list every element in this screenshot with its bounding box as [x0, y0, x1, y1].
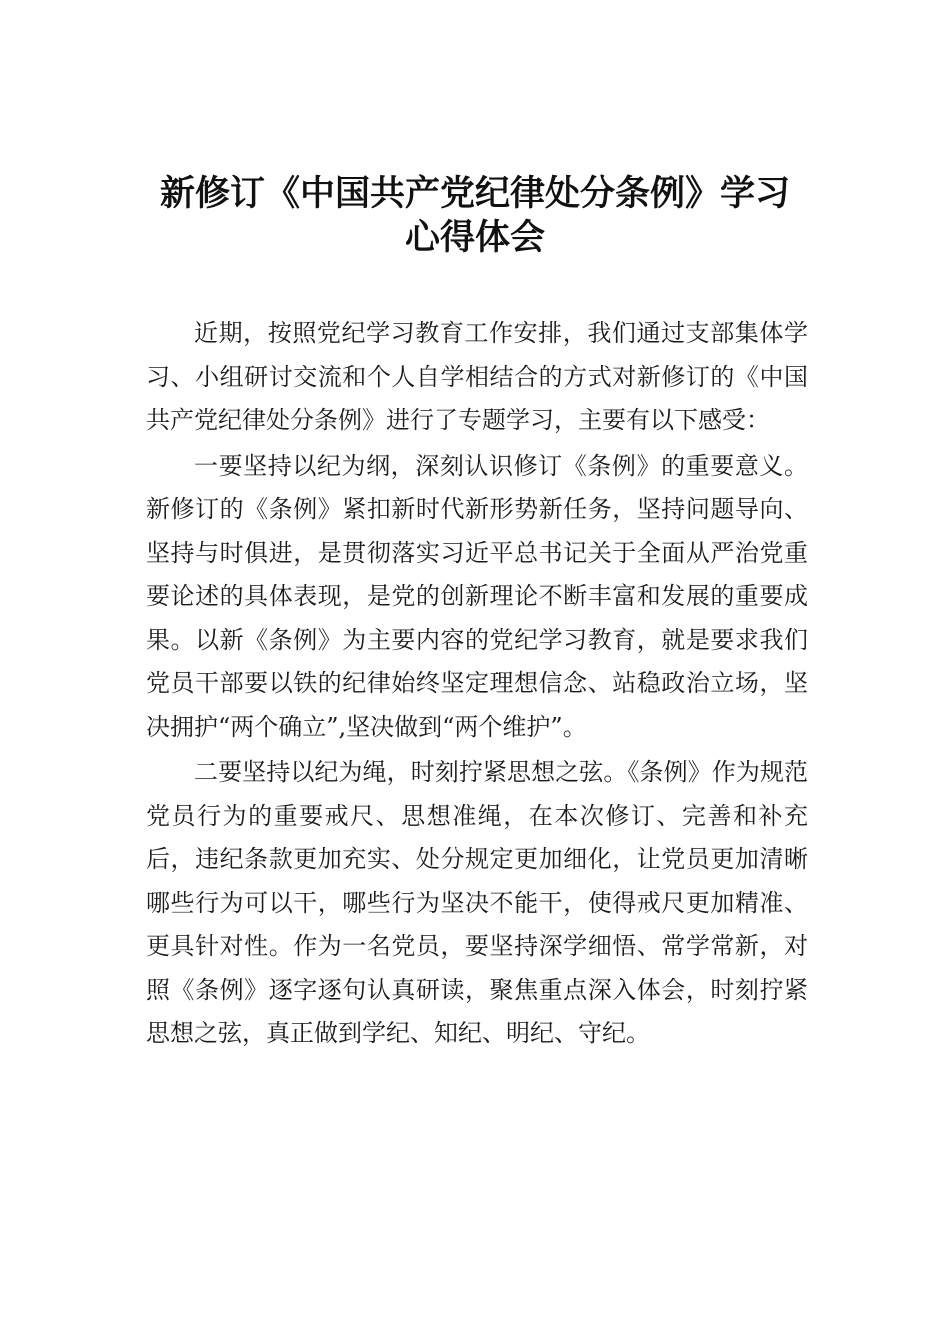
paragraph-point-two: 二要坚持以纪为绳，时刻拧紧思想之弦。《条例》作为规范党员行为的重要戒尺、思想准绳，在本次修订、完善和补充后，违纪条款更加充实、处分规定更加细化，让党员更加清晰哪些行为可以干，哪些行为坚决不能干，使得戒尺更加精准、更具针对性。作为一名党员，要坚持深学细悟、常学常新，对照《条例》逐字逐句认真研读，聚焦重点深入体会，时刻拧紧思想之弦，真正做到学纪、知纪、明纪、守纪。 [146, 758, 808, 1047]
document-title [100, 172, 850, 260]
paragraph-point-one: 一要坚持以纪为纲，深刻认识修订《条例》的重要意义。新修订的《条例》紧扣新时代新形势新任务，坚持问题导向、坚持与时俱进，是贯彻落实习近平总书记关于全面从严治党重要论述的具体表现，是党的创新理论不断丰富和发展的重要成果。以新《条例》为主要内容的党纪学习教育，就是要求我们党员干部要以铁的纪律始终坚定理想信念、站稳政治立场，坚决拥护“两个确立”,坚决做到“两个维护”。 [146, 451, 808, 741]
document-body [146, 312, 808, 1056]
title-line-2: 心得体会 [404, 218, 545, 258]
paragraph-intro: 近期，按照党纪学习教育工作安排，我们通过支部集体学习、小组研讨交流和个人自学相结合的方式对新修订的《中国共产党纪律处分条例》进行了专题学习，主要有以下感受： [146, 319, 808, 434]
title-line-1: 新修订《中国共产党纪律处分条例》学习 [159, 174, 790, 214]
